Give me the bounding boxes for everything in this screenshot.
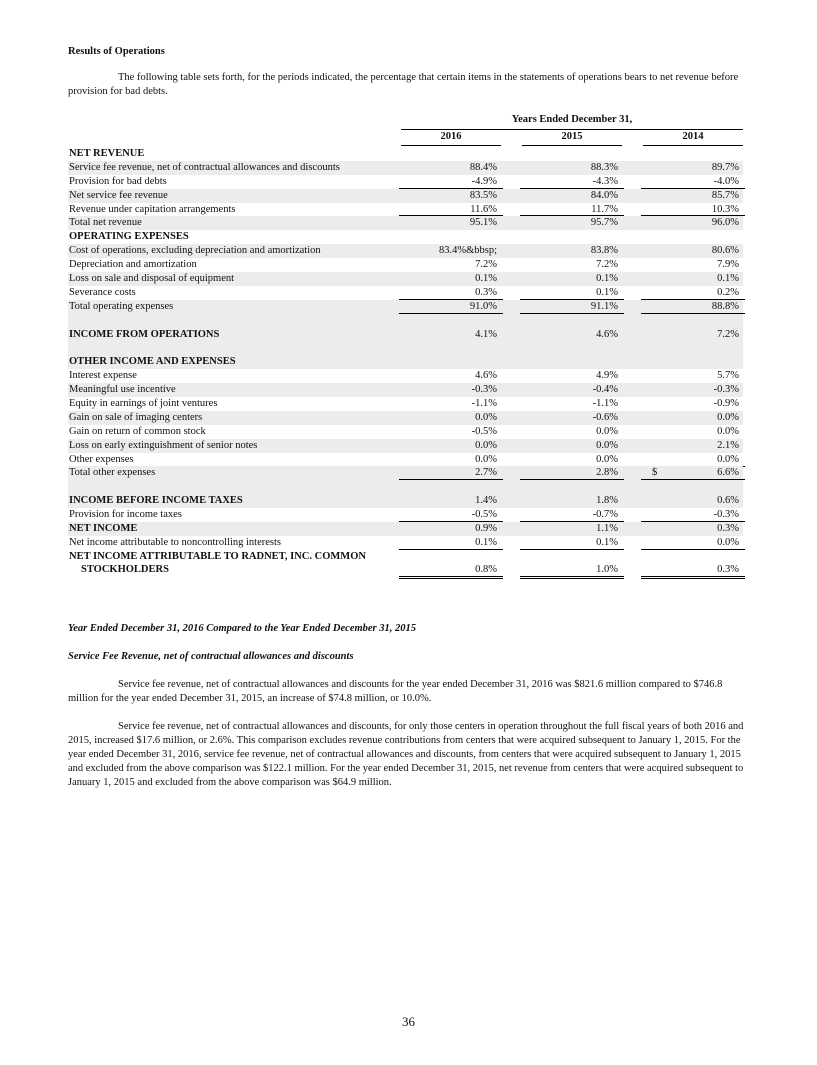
cell-2016: 2.7% [401, 466, 501, 480]
cell-2016: 0.8% [401, 563, 501, 576]
cell-2016: 88.4% [469, 161, 497, 173]
comparison-heading: Year Ended December 31, 2016 Compared to the Year Ended December 31, 2015 [68, 623, 417, 634]
table-row [68, 203, 743, 217]
cell-2014: 0.0% [643, 536, 743, 550]
table-row [68, 189, 743, 203]
row-label: Meaningful use incentive [69, 384, 176, 396]
row-label: Provision for income taxes [69, 509, 182, 521]
row-label: Total net revenue [69, 217, 142, 229]
cell-2014: -0.3% [643, 508, 743, 522]
table-row [68, 230, 743, 244]
row-label: INCOME BEFORE INCOME TAXES [69, 495, 243, 507]
cell-2016: 0.0% [401, 453, 501, 467]
table-row [68, 494, 743, 508]
cell-2016: 91.0% [401, 300, 501, 314]
cell-2015: 0.0% [522, 453, 622, 467]
cell-2015: 0.0% [596, 439, 618, 451]
cell-2015: 0.0% [596, 425, 618, 437]
cell-2016: 11.6% [401, 203, 501, 217]
cell-2014: 85.7% [711, 189, 739, 201]
cell-2015: -1.1% [592, 398, 618, 410]
cell-2015: 1.1% [596, 523, 618, 535]
cell-2014: 80.6% [711, 245, 739, 257]
section-title: Results of Operations [68, 46, 165, 57]
cell-2014: 7.2% [717, 328, 739, 340]
cell-2016: -0.5% [401, 508, 501, 522]
table-row [68, 411, 743, 425]
cell-2015: 0.1% [522, 286, 622, 300]
row-label: NET INCOME [69, 523, 138, 535]
row-label: Gain on sale of imaging centers [69, 411, 203, 423]
cell-2014: 0.0% [643, 453, 743, 467]
row-label: OPERATING EXPENSES [69, 231, 189, 243]
table-row [68, 300, 743, 314]
cell-2014: 0.6% [717, 495, 739, 507]
row-label: Loss on sale and disposal of equipment [69, 273, 235, 285]
cell-2016: 4.6% [475, 370, 497, 382]
cell-2015: 11.7% [522, 203, 622, 217]
table-row [68, 536, 743, 550]
cell-2014: 5.7% [717, 370, 739, 382]
cell-2016: 0.9% [475, 523, 497, 535]
table-row [68, 425, 743, 439]
row-label: INCOME FROM OPERATIONS [69, 328, 220, 340]
cell-2016: -0.5% [471, 425, 497, 437]
intro-paragraph: The following table sets forth, for the periods indicated, the percentage that certain items in the statements of operations bears to net revenue before provision for bad debts. [68, 72, 739, 97]
cell-2014: -0.9% [713, 398, 739, 410]
row-label: Net income attributable to noncontrolling interests [69, 536, 281, 548]
table-row [68, 439, 743, 453]
table-row [68, 397, 743, 411]
row-label: Gain on return of common stock [69, 425, 206, 437]
cell-2014: 2.1% [717, 439, 739, 451]
cell-2014: 0.2% [643, 286, 743, 300]
cell-2014: 0.1% [717, 273, 739, 285]
row-label: OTHER INCOME AND EXPENSES [69, 356, 236, 368]
cell-2016: 7.2% [475, 259, 497, 271]
page-number: 36 [402, 1014, 415, 1029]
service-fee-heading: Service Fee Revenue, net of contractual allowances and discounts [68, 651, 354, 662]
cell-2016: -4.9% [401, 175, 501, 189]
table-row [68, 466, 743, 480]
cell-2014: 0.0% [717, 411, 739, 423]
cell-2015: 0.1% [596, 273, 618, 285]
cell-2015: 0.1% [522, 536, 622, 550]
cell-2016: 1.4% [475, 495, 497, 507]
row-label: Interest expense [69, 370, 137, 382]
row-label: Net service fee revenue [69, 189, 168, 201]
table-row [68, 286, 743, 300]
row-label: Total operating expenses [69, 300, 174, 312]
cell-2016: 0.0% [475, 411, 497, 423]
table-row [68, 383, 743, 397]
cell-2015: 88.3% [590, 161, 618, 173]
cell-2016: -1.1% [471, 398, 497, 410]
table-row [68, 369, 743, 383]
cell-2016: 95.1% [469, 217, 497, 229]
row-label: Equity in earnings of joint ventures [69, 398, 218, 410]
year-header-2016: 2016 [440, 131, 462, 142]
cell-2015: 83.8% [590, 245, 618, 257]
cell-2014: 89.7% [711, 161, 739, 173]
row-label: Depreciation and amortization [69, 259, 197, 271]
table-body [68, 147, 743, 577]
cell-2014: -4.0% [643, 175, 743, 189]
row-label: NET INCOME ATTRIBUTABLE TO RADNET, INC. COMMON [69, 550, 366, 562]
table-row [68, 147, 743, 161]
cell-2014: -0.3% [713, 384, 739, 396]
table-row [68, 216, 743, 230]
table-row [68, 244, 743, 258]
table-spacer-row [68, 480, 743, 494]
cell-2015: -0.6% [592, 411, 618, 423]
table-row [68, 175, 743, 189]
row-label: Cost of operations, excluding depreciation and amortization [69, 245, 321, 257]
cell-2016: 4.1% [475, 328, 497, 340]
table-row [68, 328, 743, 342]
row-label: Revenue under capitation arrangements [69, 203, 236, 215]
cell-2016: 0.1% [475, 273, 497, 285]
cell-2014: 88.8% [643, 300, 743, 314]
cell-2015: 4.6% [596, 328, 618, 340]
cell-2015: 4.9% [596, 370, 618, 382]
cell-2016: 0.1% [401, 536, 501, 550]
table-spacer-row [68, 314, 743, 328]
cell-2015: 84.0% [590, 189, 618, 201]
table-row [68, 522, 743, 536]
cell-2016: 0.3% [401, 286, 501, 300]
cell-2016: 83.4%&bbsp; [438, 245, 497, 257]
table-header-years: Years Ended December 31, [511, 114, 633, 125]
cell-2014: 96.0% [711, 217, 739, 229]
table-spacer-row [68, 341, 743, 355]
cell-2015: 1.8% [596, 495, 618, 507]
table-row [68, 508, 743, 522]
table-row [68, 272, 743, 286]
cell-2016: 0.0% [475, 439, 497, 451]
cell-2014: 0.3% [717, 523, 739, 535]
cell-2014: 0.3% [643, 563, 743, 576]
cell-2014: 0.0% [717, 425, 739, 437]
table-row [68, 453, 743, 467]
row-label: Other expenses [69, 453, 134, 465]
table-row [68, 258, 743, 272]
dollar-sign: $ [652, 467, 658, 479]
row-label: Loss on early extinguishment of senior notes [69, 439, 258, 451]
year-rule-2015 [522, 145, 622, 146]
table-row [68, 550, 743, 577]
table-row [68, 161, 743, 175]
row-label: Total other expenses [69, 467, 156, 479]
cell-2015: -4.3% [522, 175, 622, 189]
service-fee-paragraph-1: Service fee revenue, net of contractual allowances and discounts for the year ended December 31, 2016 was $821.6 million compared to $746.8 million for the year ended December 31, 2015, an increase of $74.8 million, or 10.0%. [68, 679, 723, 704]
header-rule [401, 129, 743, 130]
year-rule-2014 [643, 145, 743, 146]
year-header-2014: 2014 [682, 131, 704, 142]
row-label: Provision for bad debts [69, 175, 167, 187]
service-fee-paragraph-2: Service fee revenue, net of contractual allowances and discounts, for only those centers in operation throughout the full fiscal years of both 2016 and 2015, increased $17.6 million, or 2.6%. This comparison excludes revenue contributions from centers that were acquired subsequent to January 1, 2015. For the year ended December 31, 2016, service fee revenue, net of contractual allowances and discounts, from centers that were acquired subsequent to January 1, 2015 and excluded from the above comparison was $122.1 million. For the year ended December 31, 2015, net revenue from centers that were acquired subsequent to January 1, 2015 and excluded from the above comparison was $64.9 million. [68, 721, 744, 788]
cell-2015: 95.7% [590, 217, 618, 229]
row-label-continued: STOCKHOLDERS [81, 563, 169, 575]
year-rule-2016 [401, 145, 501, 146]
table-row [68, 355, 743, 369]
cell-2016: 83.5% [469, 189, 497, 201]
cell-2015: 91.1% [522, 300, 622, 314]
cell-2014: 6.6% [643, 466, 743, 480]
row-label: Service fee revenue, net of contractual allowances and discounts [69, 161, 340, 173]
row-label: NET REVENUE [69, 148, 145, 159]
cell-2015: -0.7% [522, 508, 622, 522]
row-label: Severance costs [69, 286, 136, 298]
cell-2014: 10.3% [643, 203, 743, 217]
cell-2015: 1.0% [522, 563, 622, 576]
cell-2015: 2.8% [522, 466, 622, 480]
cell-2015: 7.2% [596, 259, 618, 271]
cell-2016: -0.3% [471, 384, 497, 396]
cell-2015: -0.4% [592, 384, 618, 396]
year-header-2015: 2015 [561, 131, 583, 142]
cell-2014: 7.9% [717, 259, 739, 271]
